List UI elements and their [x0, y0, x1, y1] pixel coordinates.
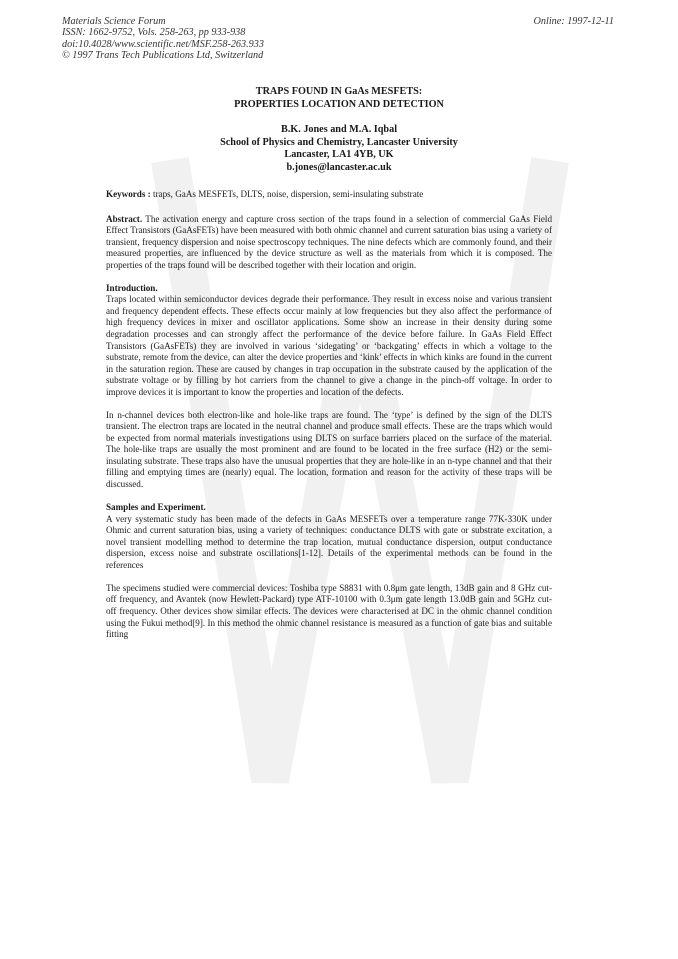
abstract-text: The activation energy and capture cross section of the traps found in a selection of commercial GaAs Field Effect Transistors (GaAsFETs) have been measured with both ohmic channel and current saturation bias using a variety of transient, frequency dispersion and noise spectroscopy techniques. The nine defects which are commonly found, and their measured properties, are influenced by the device structure as well as the materials from which it is composed. The properties of the traps found will be described together with their location and origin. — [106, 213, 552, 270]
introduction-heading: Introduction. — [106, 282, 158, 293]
introduction-paragraph-2: In n-channel devices both electron-like and hole-like traps are found. The ‘type’ is defined by the sign of the DLTS transient. The electron traps are located in the neutral channel and produce small effects. These are the traps which would be expected from normal materials investigations using DLTS on surface barriers placed on the surface of the material. The hole-like traps are usually the most prominent and are found to be located in the free surface (H2) or the semi-insulating substrate. These traps also have the unusual properties that they are hole-like in an n-type channel and that their filling and emptying times are (nearly) equal. The location, formation and reason for the activity of these traps will be discussed. — [106, 409, 552, 490]
keywords — [106, 189, 552, 201]
samples-heading: Samples and Experiment. — [106, 502, 206, 513]
keywords-label: Keywords : — [106, 189, 151, 199]
paper-body — [106, 189, 552, 652]
title-line-1: TRAPS FOUND IN GaAs MESFETS: — [255, 86, 423, 97]
author-names: B.K. Jones and M.A. Iqbal — [280, 124, 398, 135]
journal-name: Materials Science Forum — [62, 16, 166, 27]
author-affiliation: School of Physics and Chemistry, Lancaster University — [220, 136, 458, 148]
keywords-text: traps, GaAs MESFETs, DLTS, noise, dispersion, semi-insulating substrate — [150, 189, 424, 199]
abstract-label: Abstract. — [106, 213, 143, 224]
title-line-2: PROPERTIES LOCATION AND DETECTION — [234, 98, 444, 110]
journal-header — [62, 16, 264, 62]
abstract — [106, 214, 552, 272]
paper-title — [0, 86, 678, 111]
introduction-paragraph-1: Traps located within semiconductor devices degrade their performance. They result in excess noise and various transient and frequency dependent effects. These effects occur mainly at low frequencies but they also affect the performance of high frequency devices in mixer and oscillator applications. Some show an increase in their density during some degradation processes and can strongly affect the performance of the device before failure. In GaAs Field Effect Transistors (GaAsFETs) they are involved in various ‘sidegating’ or ‘backgating’ effects in which a voltage to the substrate, remote from the device, can alter the device properties and ‘kink’ effects in which kinks are found in the current in the saturation region. These are caused by changes in trap occupation in the substrate caused by the application of the substrate voltage or by filling by hot carriers from the channel to give a change in the pinch-off voltage. In order to improve devices it is important to know the properties and location of the defects. — [106, 294, 552, 397]
copyright-line: © 1997 Trans Tech Publications Ltd, Switzerland — [62, 50, 264, 62]
author-email[interactable]: b.jones@lancaster.ac.uk — [286, 161, 392, 173]
online-date: Online: 1997-12-11 — [533, 16, 614, 27]
doi-line[interactable]: doi:10.4028/www.scientific.net/MSF.258-263.933 — [62, 38, 264, 50]
issn-line: ISSN: 1662-9752, Vols. 258-263, pp 933-938 — [62, 27, 246, 39]
author-block — [0, 124, 678, 174]
author-address: Lancaster, LA1 4YB, UK — [284, 149, 394, 161]
samples-paragraph-2: The specimens studied were commercial devices: Toshiba type S8831 with 0.8μm gate length, 13dB gain and 8 GHz cut-off frequency, and Avantek (now Hewlett-Packard) type ATF-10100 with 0.3μm gate length 13.0dB gain and 5GHz cut-off frequency. Other devices show similar effects. The devices were characterised at DC in the ohmic channel condition using the Fukui method[9]. In this method the ohmic channel resistance is measured as a function of gate bias and suitable fitting — [106, 582, 552, 640]
samples-paragraph-1: A very systematic study has been made of the defects in GaAs MESFETs over a temperature range 77K-330K under Ohmic and current saturation bias, using a variety of techniques: conductance DLTS with gate or substrate excitation, a novel transient modelling method to determine the trap location, mutual conductance dispersion, output conductance dispersion, excess noise and substrate oscillations[1-12]. Details of the experimental methods can be found in the references — [106, 513, 552, 570]
